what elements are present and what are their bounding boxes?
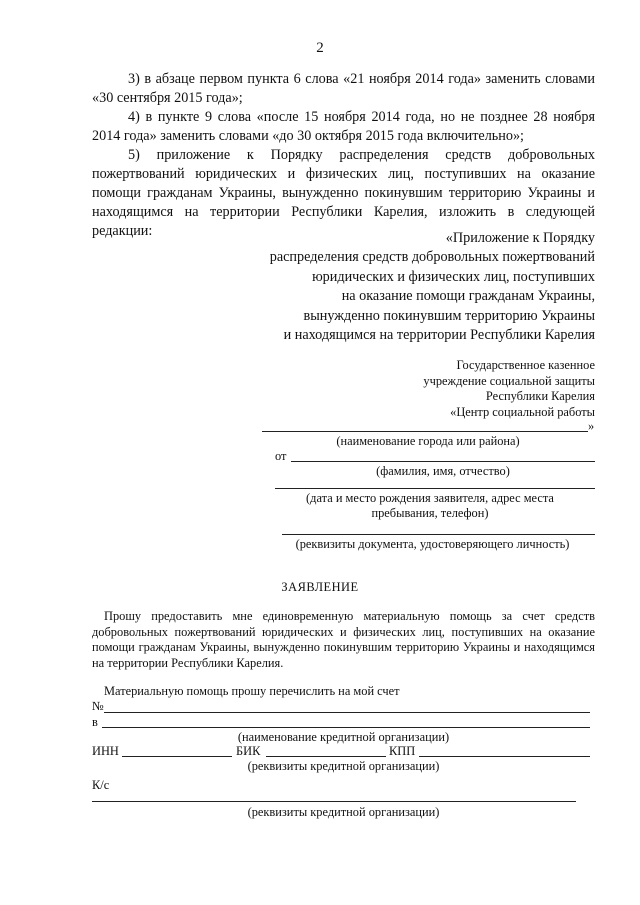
addressee-line: «Центр социальной работы <box>450 404 595 419</box>
birth-caption-1: (дата и место рождения заявителя, адрес места <box>306 491 554 505</box>
bik-field[interactable] <box>266 756 386 757</box>
birth-caption-2: пребывания, телефон) <box>371 506 489 520</box>
correspondent-account-field[interactable] <box>92 801 576 802</box>
bik-label: БИК <box>236 744 261 758</box>
appendix-header <box>270 229 595 345</box>
city-caption: (наименование города или района) <box>336 434 520 448</box>
appendix-line: «Приложение к Порядку <box>445 230 595 246</box>
ks-label: К/с <box>92 778 110 792</box>
account-number-label: № <box>92 699 104 713</box>
kpp-field[interactable] <box>419 756 590 757</box>
name-caption: (фамилия, имя, отчество) <box>376 464 510 478</box>
bank-caption: (наименование кредитной организации) <box>237 730 450 744</box>
transfer-text: Материальную помощь прошу перечислить на мой счет <box>104 684 400 698</box>
appendix-line: распределения средств добровольных пожертвований <box>269 249 595 266</box>
appendix-line: юридических и физических лиц, поступивших <box>312 268 595 285</box>
appendix-line: вынужденно покинувшим территорию Украины <box>303 307 595 324</box>
paragraph-3: 3) в абзаце первом пункта 6 слова «21 ноября 2014 года» заменить словами «30 сентября 2015 года»; <box>92 71 595 106</box>
addressee-line: учреждение социальной защиты <box>423 373 595 388</box>
birth-address-field[interactable] <box>275 488 595 489</box>
inn-field[interactable] <box>122 756 232 757</box>
paragraph-4: 4) в пункте 9 слова «после 15 ноября 2014 года, но не позднее 28 ноября 2014 года» заменить словами «до 30 октября 2015 года включительно»; <box>92 109 595 144</box>
addressee-block <box>423 358 595 420</box>
appendix-line: и находящимся на территории Республики Карелия <box>283 327 595 344</box>
applicant-name-field[interactable] <box>291 461 595 462</box>
paragraph-5: 5) приложение к Порядку распределения средств добровольных пожертвований юридических и физических лиц, поступивших на оказание помощи гражданам Украины, вынужденно покинувшим территорию Украины и находящимся на территории Республики Карелия, изложить в следующей редакции: <box>92 147 595 239</box>
closing-quote: » <box>588 419 595 433</box>
inn-label: ИНН <box>92 744 119 758</box>
page-number: 2 <box>316 40 324 56</box>
bank-in-label: в <box>92 715 98 729</box>
kpp-label: КПП <box>389 744 416 758</box>
requisites-caption-2: (реквизиты кредитной организации) <box>247 805 440 819</box>
appendix-line: на оказание помощи гражданам Украины, <box>341 288 595 305</box>
id-document-field[interactable] <box>282 534 595 535</box>
id-caption: (реквизиты документа, удостоверяющего личность) <box>295 537 570 551</box>
city-field[interactable] <box>262 431 588 432</box>
bank-name-field[interactable] <box>102 727 590 728</box>
addressee-line: Государственное казенное <box>456 358 595 372</box>
addressee-line: Республики Карелия <box>485 389 595 403</box>
account-number-field[interactable] <box>104 712 590 713</box>
statement-text: Прошу предоставить мне единовременную материальную помощь за счет средств добровольных пожертвований юридических и физических лиц, поступивших на оказание помощи гражданам Украины, вынужденно покинувшим территорию Украины и находящимся на территории Республики Карелия. <box>92 609 595 670</box>
requisites-caption-1: (реквизиты кредитной организации) <box>247 759 440 773</box>
statement-title: ЗАЯВЛЕНИЕ <box>281 580 359 594</box>
from-label: от <box>275 449 287 463</box>
